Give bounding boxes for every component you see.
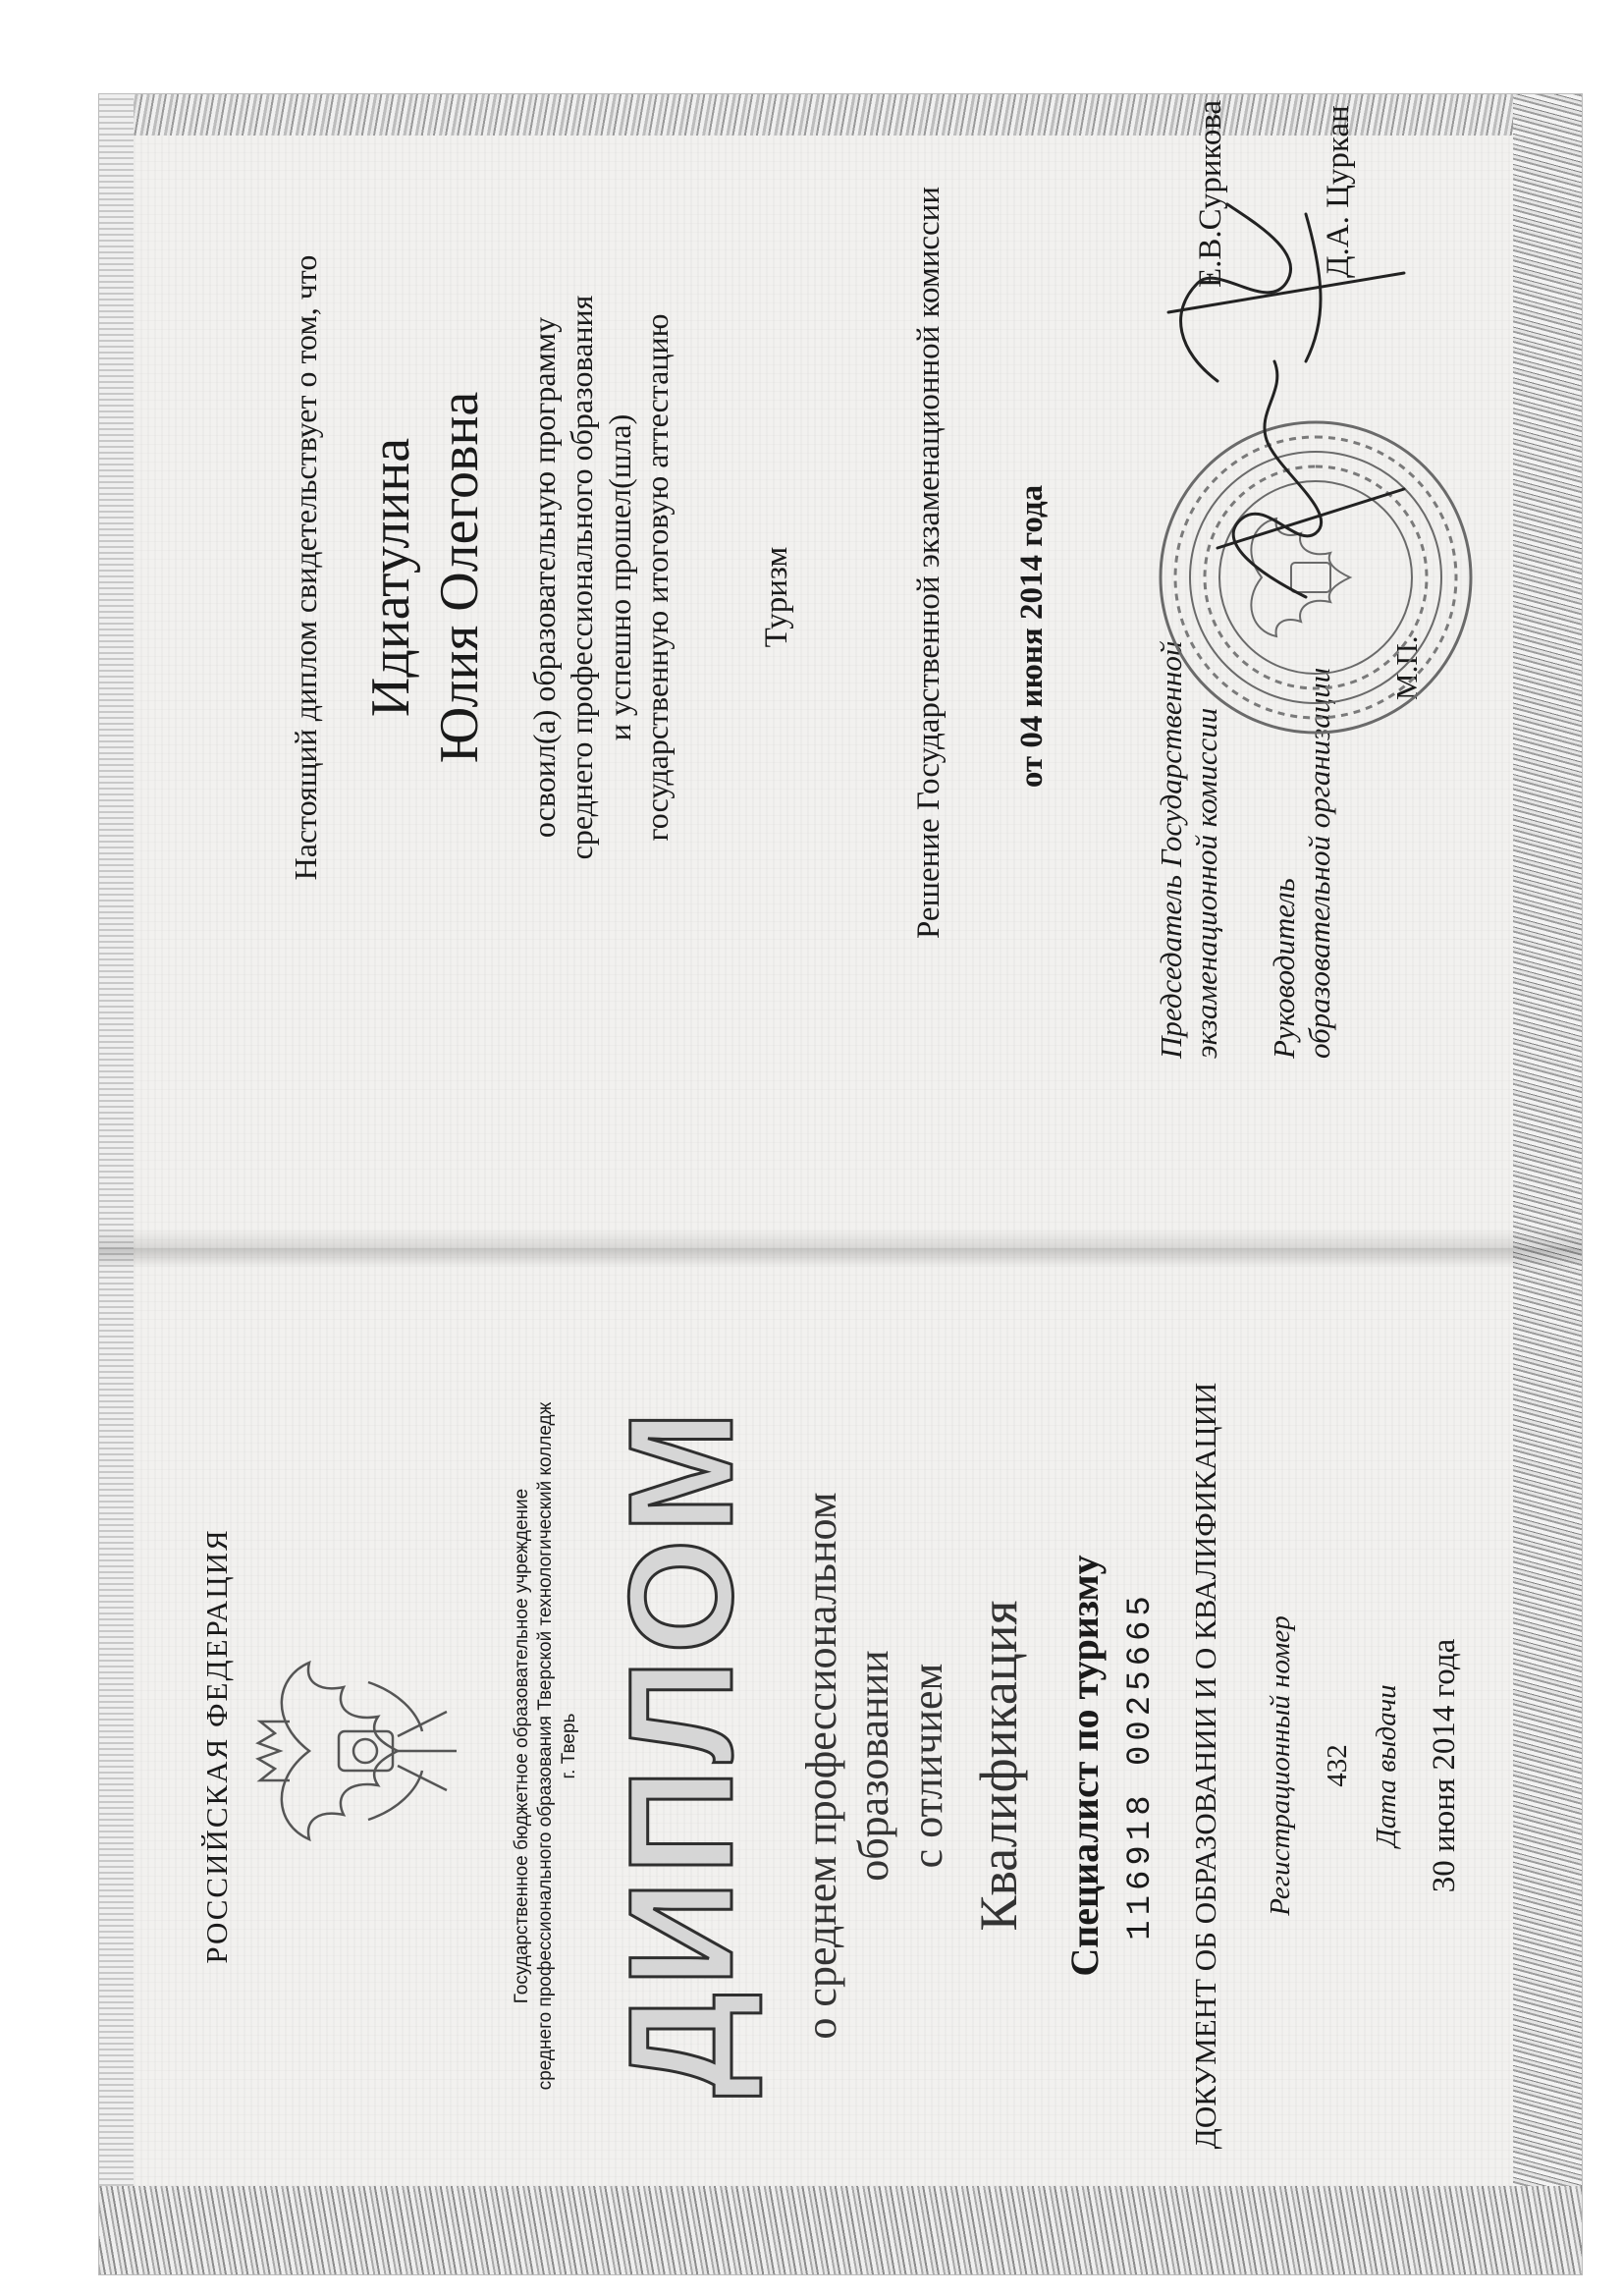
- reg-number: 432: [1322, 1744, 1353, 1787]
- qualification-label: Квалификация: [969, 1600, 1028, 1932]
- diploma-title: ДИПЛОМ: [598, 1404, 763, 2098]
- head-name: Д.А. Цуркан: [1321, 105, 1356, 278]
- serial-number: 116918 0025665: [1122, 1591, 1160, 1941]
- subtitle-line-3: с отличием: [903, 1663, 951, 1869]
- chair-role: Председатель Государственной экзаменационной комиссии: [1154, 640, 1223, 1059]
- specialty: Туризм: [759, 546, 794, 648]
- issue-date-label: Дата выдачи: [1371, 1684, 1402, 1847]
- decision-date: от 04 июня 2014 года: [1014, 484, 1050, 789]
- issue-date: 30 июня 2014 года: [1427, 1638, 1462, 1893]
- country-title: РОССИЙСКАЯ ФЕДЕРАЦИЯ: [199, 1528, 234, 1964]
- completion-text: освоил(а) образовательную программу среднего профессионального образования и успешно прошел(шла) государственную итоговую аттестацию: [526, 295, 676, 860]
- seal-place-label: М.П.: [1389, 635, 1424, 700]
- reg-number-label: Регистрационный номер: [1265, 1615, 1296, 1916]
- intro-text: Настоящий диплом свидетельствует о том, что: [288, 254, 323, 881]
- chair-name: Е.В.Сурикова: [1193, 99, 1228, 288]
- holder-given-names: Юлия Олеговна: [429, 391, 490, 764]
- coat-of-arms-emblem: [250, 1653, 476, 1849]
- subtitle-line-1: о среднем профессиональном: [797, 1492, 845, 2040]
- handwritten-signatures: [1159, 194, 1414, 607]
- commission-decision: Решение Государственной экзаменационной комиссии: [911, 187, 947, 939]
- document-type: ДОКУМЕНТ ОБ ОБРАЗОВАНИИ И О КВАЛИФИКАЦИИ: [1188, 1382, 1222, 2150]
- holder-surname: Идиатулина: [360, 437, 421, 718]
- institution-name: Государственное бюджетное образовательное учреждение среднего профессионального образования Тверской технологический колледж г. Тверь: [512, 1401, 579, 2091]
- qualification-value: Специалист по туризму: [1062, 1555, 1107, 1977]
- subtitle-line-2: образовании: [849, 1650, 897, 1882]
- head-role: Руководитель образовательной организации: [1267, 667, 1336, 1059]
